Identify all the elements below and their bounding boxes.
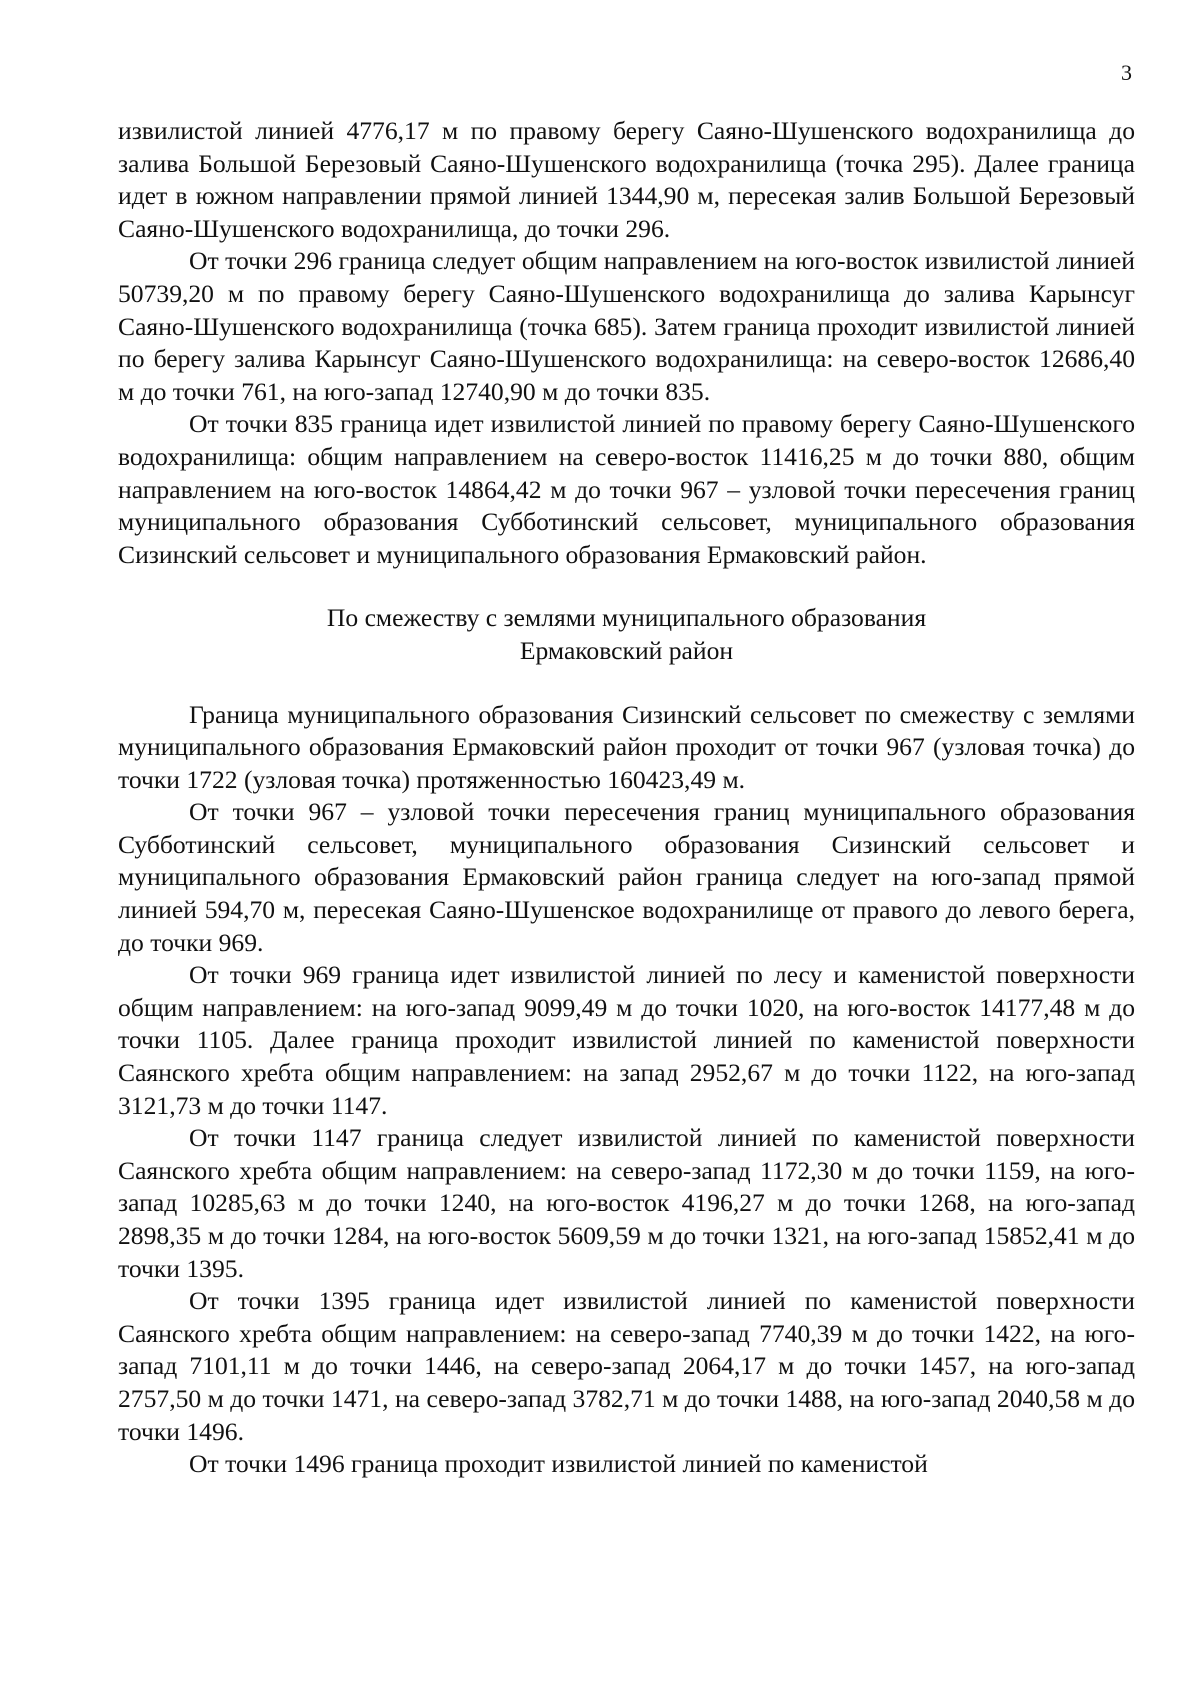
page-number: 3 xyxy=(1121,60,1132,85)
paragraph: Граница муниципального образования Сизинский сельсовет по смежеству с землями муниципального образования Ермаковский район проходит от точки 967 (узловая точка) до точки 1722 (узловая точка) протяженностью 160423,49 м. xyxy=(118,699,1135,794)
paragraph: От точки 1395 граница идет извилистой линией по каменистой поверхности Саянского хребта общим направлением: на северо-запад 7740,39 м до точки 1422, на юго-запад 7101,11 м до точки 1446, на северо-запад 2064,17 м до точки 1457, на юго-запад 2757,50 м до точки 1471, на северо-запад 3782,71 м до точки 1488, на юго-запад 2040,58 м до точки 1496. xyxy=(118,1286,1135,1446)
document-body xyxy=(118,115,1135,1481)
section-heading xyxy=(118,602,1135,667)
paragraph: От точки 967 – узловой точки пересечения границ муниципального образования Субботинский сельсовет, муниципального образования Сизинский сельсовет и муниципального образования Ермаковский район граница следует на юго-запад прямой линией 594,70 м, пересекая Саяно-Шушенское водохранилище от правого до левого берега, до точки 969. xyxy=(118,797,1135,957)
paragraph: От точки 969 граница идет извилистой линией по лесу и каменистой поверхности общим направлением: на юго-запад 9099,49 м до точки 1020, на юго-восток 14177,48 м до точки 1105. Далее граница проходит извилистой линией по каменистой поверхности Саянского хребта общим направлением: на запад 2952,67 м до точки 1122, на юго-запад 3121,73 м до точки 1147. xyxy=(118,960,1135,1120)
paragraph: От точки 1147 граница следует извилистой линией по каменистой поверхности Саянского хребта общим направлением: на северо-запад 1172,30 м до точки 1159, на юго-запад 10285,63 м до точки 1240, на юго-восток 4196,27 м до точки 1268, на юго-запад 2898,35 м до точки 1284, на юго-восток 5609,59 м до точки 1321, на юго-запад 15852,41 м до точки 1395. xyxy=(118,1123,1135,1283)
paragraph: От точки 296 граница следует общим направлением на юго-восток извилистой линией 50739,20 м по правому берегу Саяно-Шушенского водохранилища до залива Карынсуг Саяно-Шушенского водохранилища (точка 685). Затем граница проходит извилистой линией по берегу залива Карынсуг Саяно-Шушенского водохранилища: на северо-восток 12686,40 м до точки 761, на юго-запад 12740,90 м до точки 835. xyxy=(118,246,1135,406)
paragraph: извилистой линией 4776,17 м по правому берегу Саяно-Шушенского водохранилища до залива Большой Березовый Саяно-Шушенского водохранилища (точка 295). Далее граница идет в южном направлении прямой линией 1344,90 м, пересекая залив Большой Березовый Саяно-Шушенского водохранилища, до точки 296. xyxy=(118,116,1135,243)
section-heading-line-1: По смежеству с землями муниципального образования xyxy=(326,603,927,633)
section-heading-line-2: Ермаковский район xyxy=(519,635,734,665)
paragraph: От точки 1496 граница проходит извилистой линией по каменистой xyxy=(189,1449,928,1479)
paragraph: От точки 835 граница идет извилистой линией по правому берегу Саяно-Шушенского водохранилища: общим направлением на северо-восток 11416,25 м до точки 880, общим направлением на юго-восток 14864,42 м до точки 967 – узловой точки пересечения границ муниципального образования Субботинский сельсовет, муниципального образования Сизинский сельсовет и муниципального образования Ермаковский район. xyxy=(118,409,1135,569)
